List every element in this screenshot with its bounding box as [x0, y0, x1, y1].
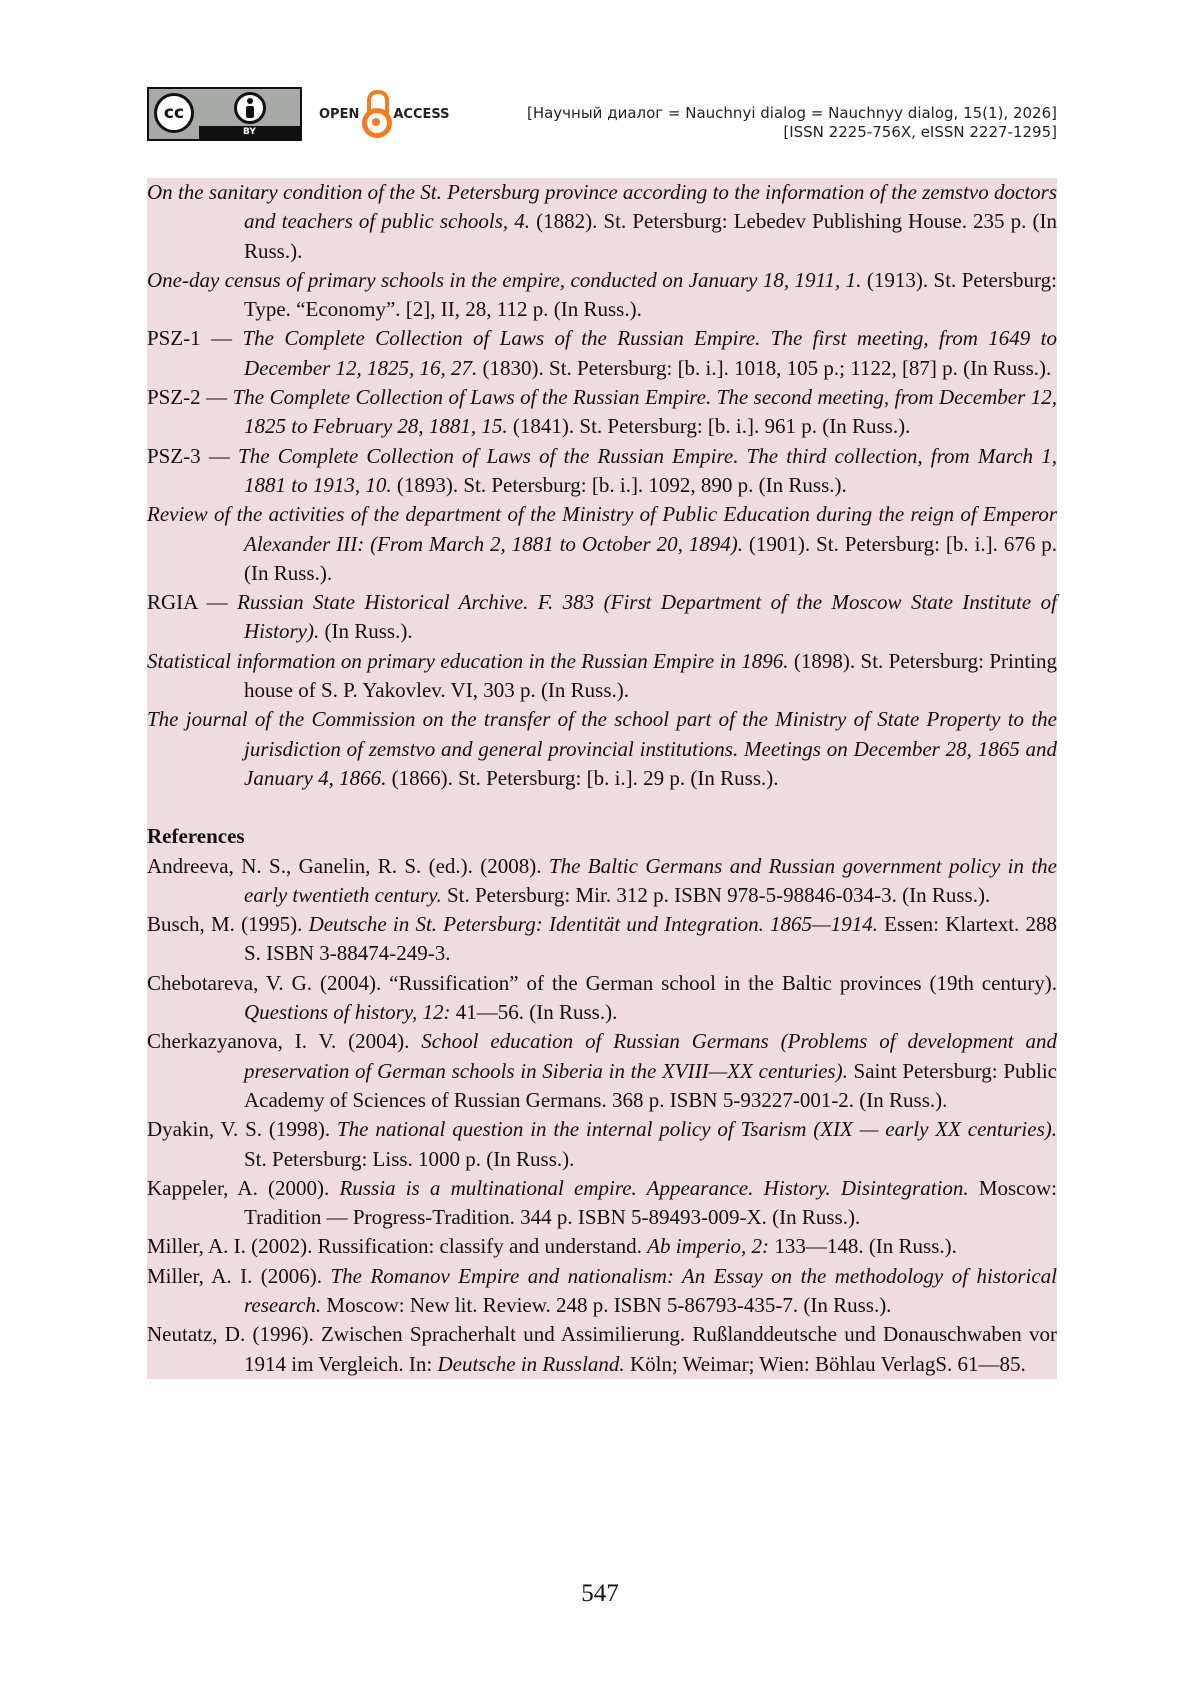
reference-entry-lead: Miller, A. I. (2006).	[147, 1263, 331, 1288]
source-entry-tail: (1866). St. Petersburg: [b. i.]. 29 p. (In Russ.).	[386, 765, 779, 790]
reference-entry	[147, 1232, 1057, 1261]
open-access-logo	[319, 87, 450, 141]
source-entry	[147, 442, 1057, 501]
reference-entry-tail: Moscow: Tradition — Progress-Tradition. 344 p. ISBN 5-89493-009-X. (In Russ.).	[244, 1175, 1058, 1230]
by-label: BY	[199, 126, 300, 139]
reference-entry-lead: Kappeler, A. (2000).	[147, 1175, 340, 1200]
source-entry	[147, 383, 1057, 442]
open-access-left-text: OPEN	[319, 106, 360, 122]
reference-entry-lead: Chebotareva, V. G. (2004). “Russification” of the German school in the Baltic provinces (19th century).	[147, 970, 1057, 995]
reference-entry	[147, 1320, 1057, 1379]
source-entry-title: One-day census of primary schools in the empire, conducted on January 18, 1911, 1.	[147, 267, 862, 292]
page-number: 547	[581, 1580, 619, 1607]
open-lock-icon	[361, 90, 391, 138]
source-entry-title: The journal of the Commission on the transfer of the school part of the Ministry of State Property to the jurisdiction of zemstvo and general provincial institutions. Meetings on December 28, 1865 and January 4, 1866.	[147, 707, 1057, 790]
reference-entry	[147, 1174, 1057, 1233]
source-entry-lead: PSZ-2 —	[147, 385, 233, 410]
reference-entry-title: Ab imperio, 2:	[647, 1234, 770, 1259]
reference-entry-lead: Busch, M. (1995).	[147, 912, 309, 937]
journal-issn-line: [ISSN 2225-756X, eISSN 2227-1295]	[783, 123, 1057, 141]
source-entry	[147, 500, 1057, 588]
cc-icon: cc	[154, 93, 194, 133]
source-entry-title: The Complete Collection of Laws of the Russian Empire. The third collection, from March 1, 1881 to 1913, 10.	[238, 443, 1057, 497]
reference-entry	[147, 1027, 1057, 1115]
reference-entry-title: Deutsche in St. Petersburg: Identität und Integration. 1865—1914.	[308, 912, 878, 937]
reference-entry	[147, 1262, 1057, 1321]
reference-entry-lead: Andreeva, N. S., Ganelin, R. S. (ed.). (2008).	[147, 853, 549, 878]
source-entry-lead: PSZ-3 —	[147, 443, 239, 468]
source-entry	[147, 588, 1057, 647]
reference-entry-lead: Cherkazyanova, I. V. (2004).	[147, 1029, 422, 1054]
reference-entry-tail: 133—148. (In Russ.).	[769, 1234, 957, 1259]
reference-entry-lead: Dyakin, V. S. (1998).	[147, 1117, 337, 1142]
source-entry-tail: (1901). St. Petersburg: [b. i.]. 676 p. (In Russ.).	[244, 531, 1058, 585]
source-entry-lead: RGIA —	[147, 590, 238, 615]
reference-entry-title: The Romanov Empire and nationalism: An Essay on the methodology of historical research.	[244, 1263, 1057, 1317]
reference-entry-title: Questions of history, 12:	[244, 1000, 451, 1025]
references-heading: References	[147, 824, 245, 849]
source-entry-tail: (1893). St. Petersburg: [b. i.]. 1092, 890 p. (In Russ.).	[391, 472, 847, 497]
reference-entry-tail: 41—56. (In Russ.).	[450, 1000, 618, 1025]
reference-entry-tail: St. Petersburg: Liss. 1000 p. (In Russ.).	[244, 1146, 575, 1171]
source-entry-title: On the sanitary condition of the St. Petersburg province according to the information of the zemstvo doctors and teachers of public schools, 4.	[147, 180, 1057, 234]
reference-entry-title: The national question in the internal policy of Tsarism (XIX — early XX centuries).	[336, 1117, 1057, 1142]
source-entry-title: Review of the activities of the department of the Ministry of Public Education during the reign of Emperor Alexander III: (From March 2, 1881 to October 20, 1894).	[147, 502, 1057, 556]
reference-entry-tail: Köln; Weimar; Wien: Böhlau VerlagS. 61—85.	[624, 1351, 1026, 1376]
reference-entry-tail: St. Petersburg: Mir. 312 p. ISBN 978-5-98846-034-3. (In Russ.).	[441, 882, 991, 907]
reference-entry-title: Deutsche in Russland.	[437, 1351, 625, 1376]
reference-entry	[147, 969, 1057, 1028]
bibliography-block	[147, 178, 1057, 1379]
source-entry-tail: (1882). St. Petersburg: Lebedev Publishing House. 235 p. (In Russ.).	[244, 209, 1058, 263]
journal-citation	[527, 104, 1057, 142]
source-entry-tail: (1898). St. Petersburg: Printing house of S. P. Yakovlev. VI, 303 p. (In Russ.).	[244, 648, 1057, 703]
source-entry-title: Russian State Historical Archive. F. 383 (First Department of the Moscow State Institute of History).	[237, 590, 1057, 644]
source-entry-title: The Complete Collection of Laws of the Russian Empire. The second meeting, from December 12, 1825 to February 28, 1881, 15.	[232, 385, 1057, 439]
source-entry-tail: (1841). St. Petersburg: [b. i.]. 961 p. (In Russ.).	[507, 414, 911, 439]
reference-entry-tail: Moscow: New lit. Review. 248 p. ISBN 5-86793-435-7. (In Russ.).	[321, 1292, 892, 1317]
source-entry-title: The Complete Collection of Laws of the Russian Empire. The first meeting, from 1649 to December 12, 1825, 16, 27.	[242, 326, 1057, 380]
source-entry	[147, 647, 1057, 706]
reference-entry-lead: Neutatz, D. (1996). Zwischen Spracherhalt und Assimilierung. Rußlanddeutsche und Donauschwaben vor 1914 im Vergleich. In:	[147, 1322, 1057, 1376]
journal-title-line: [Научный диалог = Nauchnyi dialog = Nauchnyy dialog, 15(1), 2026]	[526, 104, 1057, 122]
source-entry	[147, 705, 1057, 793]
source-entry	[147, 324, 1057, 383]
sources-list	[147, 178, 1057, 793]
reference-entry	[147, 910, 1057, 969]
references-list	[147, 852, 1057, 1379]
source-entry	[147, 178, 1057, 266]
source-entry-tail: (In Russ.).	[319, 619, 413, 644]
cc-by-license-badge[interactable]	[147, 87, 302, 141]
source-entry-tail: (1913). St. Petersburg: Type. “Economy”. [2], II, 28, 112 p. (In Russ.).	[244, 267, 1057, 322]
reference-entry	[147, 852, 1057, 911]
reference-entry-tail: Essen: Klartext. 288 S. ISBN 3-88474-249-3.	[244, 912, 1057, 966]
reference-entry-title: Russia is a multinational empire. Appearance. History. Disintegration.	[339, 1175, 969, 1200]
reference-entry-tail: Saint Petersburg: Public Academy of Sciences of Russian Germans. 368 p. ISBN 5-93227-001-2. (In Russ.).	[244, 1058, 1057, 1112]
source-entry-lead: PSZ-1 —	[147, 326, 243, 351]
reference-entry-lead: Miller, A. I. (2002). Russification: classify and understand.	[147, 1234, 648, 1259]
source-entry-tail: (1830). St. Petersburg: [b. i.]. 1018, 105 p.; 1122, [87] p. (In Russ.).	[477, 355, 1052, 380]
source-entry	[147, 266, 1057, 325]
reference-entry	[147, 1115, 1057, 1174]
source-entry-title: Statistical information on primary education in the Russian Empire in 1896.	[147, 648, 789, 673]
reference-entry-title: School education of Russian Germans (Problems of development and preservation of German schools in Siberia in the XVIII—XX centuries).	[244, 1029, 1057, 1083]
page-header	[147, 87, 1057, 147]
attribution-icon	[234, 92, 266, 124]
open-access-right-text: ACCESS	[393, 106, 450, 122]
reference-entry-title: The Baltic Germans and Russian government policy in the early twentieth century.	[244, 853, 1058, 907]
